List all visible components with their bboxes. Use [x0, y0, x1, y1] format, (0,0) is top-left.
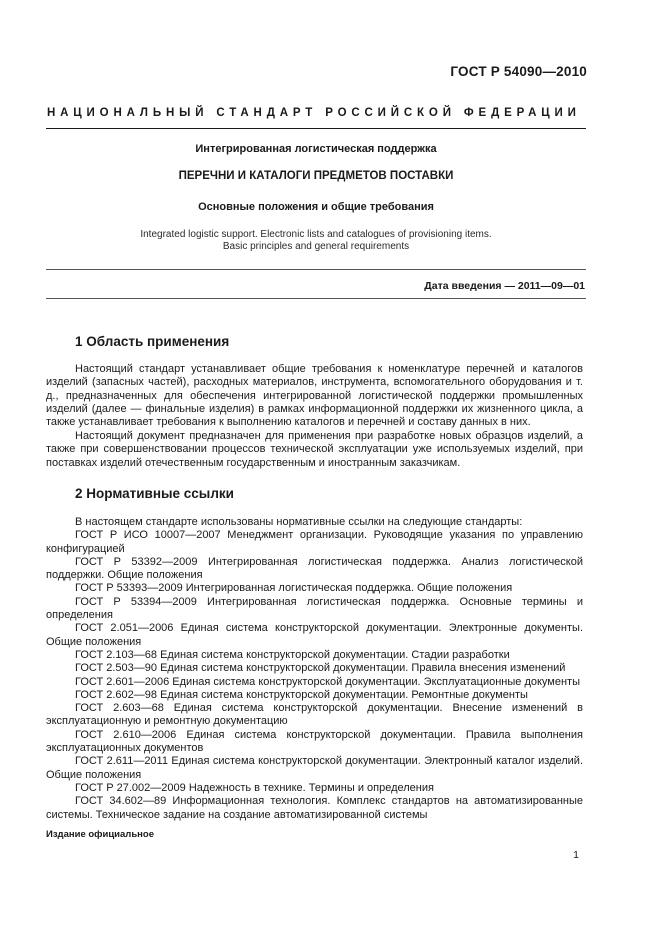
- reference-item: ГОСТ Р 27.002—2009 Надежность в технике. Термины и определения: [75, 781, 434, 794]
- official-edition-label: Издание официальное: [46, 829, 154, 840]
- reference-item: ГОСТ 2.610—2006 Единая система конструкторской документации. Правила выполнения эксплуатационных документов: [46, 728, 583, 755]
- section-heading-scope: 1 Область применения: [75, 334, 230, 349]
- scope-paragraph: Настоящий документ предназначен для применения при разработке новых образцов изделий, а также при совершенствовании процессов технической эксплуатации уже используемых изделий, при поставках изделий отечественным государственным и иностранным заказчикам.: [46, 430, 583, 469]
- reference-item: ГОСТ 34.602—89 Информационная технология. Комплекс стандартов на автоматизированные системы. Техническое задание на создание автоматизированной системы: [46, 795, 583, 821]
- reference-item: ГОСТ Р 53392—2009 Интегрированная логистическая поддержка. Анализ логистической поддержки. Общие положения: [46, 555, 583, 582]
- document-number: ГОСТ Р 54090—2010: [450, 64, 587, 79]
- reference-item: ГОСТ Р ИСО 10007—2007 Менеджмент организации. Руководящие указания по управлению конфигурацией: [46, 529, 583, 555]
- date-divider-bottom: [46, 298, 586, 299]
- reference-item: ГОСТ 2.603—68 Единая система конструкторской документации. Внесение изменений в эксплуатационную и ремонтную документацию: [46, 702, 583, 728]
- title-support: Интегрированная логистическая поддержка: [195, 143, 437, 155]
- reference-item: ГОСТ 2.611—2011 Единая система конструкторской документации. Электронный каталог изделий. Общие положения: [46, 755, 583, 781]
- header-divider: [46, 128, 586, 129]
- reference-item: ГОСТ 2.103—68 Единая система конструкторской документации. Стадии разработки: [75, 648, 510, 661]
- english-title-line-1: Integrated logistic support. Electronic lists and catalogues of provisioning items.: [140, 229, 492, 240]
- reference-item: ГОСТ 2.503—90 Единая система конструкторской документации. Правила внесения изменений: [75, 662, 566, 675]
- date-divider-top: [46, 269, 586, 270]
- reference-item: ГОСТ Р 53393—2009 Интегрированная логистическая поддержка. Общие положения: [75, 582, 513, 595]
- reference-item: ГОСТ Р 53394—2009 Интегрированная логистическая поддержка. Основные термины и определения: [46, 595, 583, 622]
- title-subtitle: Основные положения и общие требования: [198, 201, 434, 213]
- references-list: [46, 516, 583, 822]
- scope-paragraph: Настоящий стандарт устанавливает общие требования к номенклатуре перечней и каталогов изделий (запасных частей), расходных материалов, инструмента, вспомогательного оборудования и т. д., предназначенных для обеспечения интегрированной логистической поддержки промышленных изделий (далее — финальные изделия) в рамках информационной поддержки их жизненного цикла, а также устанавливает требования к выполнению каталогов и перечней и составу данных в них.: [46, 363, 583, 429]
- national-standard-header: НАЦИОНАЛЬНЫЙ СТАНДАРТ РОССИЙСКОЙ ФЕДЕРАЦИИ: [47, 107, 581, 119]
- introduction-date: Дата введения — 2011—09—01: [424, 280, 585, 292]
- page-number: 1: [573, 849, 579, 861]
- reference-item: ГОСТ 2.601—2006 Единая система конструкторской документации. Эксплуатационные документы: [75, 675, 581, 688]
- references-intro: В настоящем стандарте использованы нормативные ссылки на следующие стандарты:: [75, 516, 523, 528]
- title-main: ПЕРЕЧНИ И КАТАЛОГИ ПРЕДМЕТОВ ПОСТАВКИ: [178, 170, 454, 182]
- section-heading-references: 2 Нормативные ссылки: [75, 486, 234, 501]
- reference-item: ГОСТ 2.602—98 Единая система конструкторской документации. Ремонтные документы: [75, 688, 528, 701]
- reference-item: ГОСТ 2.051—2006 Единая система конструкторской документации. Электронные документы. Общие положения: [46, 622, 583, 648]
- english-title-line-2: Basic principles and general requirements: [222, 241, 410, 252]
